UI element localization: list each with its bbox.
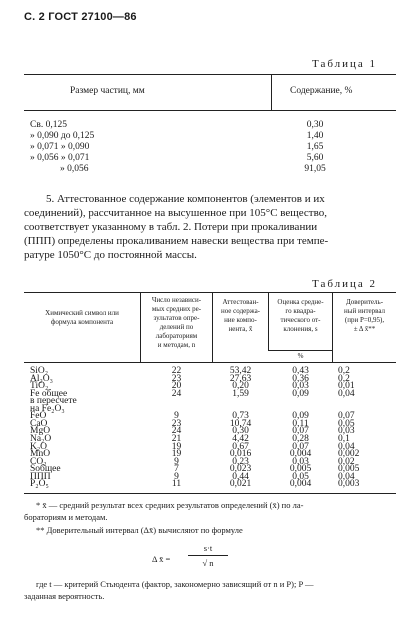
table2-cell-s: 0,09 <box>292 388 309 399</box>
table2-cell-s: 0,05 <box>292 471 309 482</box>
header-line: Оценка средне- <box>277 298 324 306</box>
table2-cell-n: 9 <box>174 456 179 467</box>
table2-cell-n: 19 <box>171 449 182 460</box>
paragraph-line: соответствует указанному в табл. 2. Потери при прокаливании <box>24 221 318 233</box>
table2-cell-name: MnO <box>30 449 51 460</box>
table2-cell-name: ППП <box>30 471 51 482</box>
table2-cell-name: P₂O₅ <box>30 479 49 490</box>
table2-cell-d: 0,2 <box>338 373 350 384</box>
paragraph-line: ратуре 1050°С до постоянной массы. <box>24 249 197 261</box>
table1-header-rule <box>24 110 396 111</box>
table2-cell-n: 24 <box>171 426 182 437</box>
table2-header-c2 <box>141 296 212 350</box>
table1-col1-header: Размер частиц, мм <box>70 86 145 96</box>
table2-cell-name: на Fe₂O₃ <box>30 403 65 414</box>
page-header: С. 2 ГОСТ 27100—86 <box>24 11 137 23</box>
table2-cell-s: 0,005 <box>289 464 312 475</box>
table2-cell-name: Al₂O₃ <box>30 373 53 384</box>
table2-cell-d: 0,002 <box>338 449 360 460</box>
table1-top-rule <box>24 74 396 75</box>
table2-cell-s: 0,03 <box>292 456 309 467</box>
formula-numerator: s·t <box>203 543 213 553</box>
footnote-3-line: заданная вероятность. <box>24 591 105 601</box>
footnote-rule <box>24 493 396 494</box>
table2-cell-d: 0,003 <box>338 479 360 490</box>
header-line: го квадра- <box>285 307 316 315</box>
table2-cell-d: 0,04 <box>338 471 355 482</box>
formula-denominator: √ n <box>202 558 214 568</box>
header-line: лабораториям <box>155 332 198 340</box>
header-line: (при P=0,95), <box>344 316 385 324</box>
table2-cell-name: Na₂O <box>30 433 52 444</box>
table2-cell-s: 0,004 <box>289 449 312 460</box>
formula-left: Δ x̄̄ = <box>152 554 171 564</box>
table2-header-c3 <box>213 298 268 334</box>
header-line: зультатов опре- <box>153 314 200 322</box>
table2-cell-x: 0,023 <box>229 464 252 475</box>
header-line: ный интервал <box>344 307 385 315</box>
table1-row-size: » 0,090 до 0,125 <box>30 131 95 141</box>
table2-cell-n: 7 <box>174 464 179 475</box>
table2-cell-x: 1,59 <box>232 388 249 399</box>
table2-cell-n: 21 <box>171 433 182 444</box>
table2-cell-n: 9 <box>174 411 179 422</box>
table1-row-value: 0,30 <box>306 120 324 130</box>
header-line: ± Δ x̄̄** <box>353 325 376 333</box>
table1-row-value: 1,65 <box>306 142 324 152</box>
table2-cell-x: 0,23 <box>232 456 249 467</box>
table2-cell-name: Sобщее <box>30 464 61 475</box>
header-line: Число независи- <box>151 296 202 304</box>
header-line: тического от- <box>280 316 321 324</box>
header-line: мых средних ре- <box>151 305 202 313</box>
table1-col2-header: Содержание, % <box>290 86 353 96</box>
table2-cell-x: 10,74 <box>229 418 252 429</box>
table2-cell-s: 0,07 <box>292 426 309 437</box>
table1-row-value: 91,05 <box>304 164 326 174</box>
table1-row-size: » 0,071 » 0,090 <box>30 142 90 152</box>
table2-cell-x: 0,73 <box>232 411 249 422</box>
footnote-1-line: бораториям и методам. <box>24 512 108 522</box>
table2-caption: Таблица 2 <box>312 278 378 290</box>
table2-cell-n: 19 <box>171 441 182 452</box>
table2-cell-x: 4,42 <box>232 433 249 444</box>
table2-cell-n: 22 <box>171 366 182 376</box>
table2-cell-s: 0,43 <box>292 366 309 376</box>
table2-cell-name: CaO <box>30 418 48 429</box>
table2-cell-d: 0,1 <box>338 433 350 444</box>
table2-cell-d: 0,005 <box>338 464 360 475</box>
table2-cell-d: 0,04 <box>338 388 355 399</box>
table2-unit-rule <box>268 350 332 351</box>
table1-header-divider <box>271 74 272 110</box>
paragraph-line: соединений), рассчитанное на высушенное при 105°С вещество, <box>24 207 327 219</box>
table2-cell-name: FeO <box>30 411 47 422</box>
table2-cell-d: 0,04 <box>338 441 355 452</box>
header-line: делений по <box>159 323 194 331</box>
table2-cell-x: 0,016 <box>229 449 252 460</box>
table2-cell-x: 27,63 <box>229 373 252 384</box>
table2-cell-n: 24 <box>171 388 182 399</box>
table1-row-size: Св. 0,125 <box>30 120 67 130</box>
formula-fraction-bar <box>188 555 228 556</box>
table2-cell-d: 0,05 <box>338 418 355 429</box>
table2-cell-x: 0,30 <box>232 426 249 437</box>
table2-header-c4 <box>269 298 332 334</box>
table2-unit: % <box>297 352 304 360</box>
table2-cell-d: 0,02 <box>338 456 355 467</box>
table2-header-c5 <box>333 298 396 334</box>
table2-cell-n: 23 <box>171 418 182 429</box>
header-line: нента, x̄̄ <box>228 325 253 333</box>
table2-cell-d: 0,07 <box>338 411 355 422</box>
table2-cell-s: 0,03 <box>292 381 309 392</box>
table2-cell-name: K₂O <box>30 441 48 452</box>
table2-cell-name: TiO₂ <box>30 381 49 392</box>
table2-cell-n: 9 <box>174 471 179 482</box>
table2-cell-d: 0,2 <box>338 366 350 376</box>
footnote-2-line: ** Доверительный интервал (Δx̄̄) вычисляют по формуле <box>36 525 243 535</box>
table1-row-value: 1,40 <box>306 131 324 141</box>
table2-cell-x: 53,42 <box>229 366 252 376</box>
table1-row-value: 5,60 <box>306 153 324 163</box>
header-line: Доверитель- <box>345 298 384 306</box>
table2-cell-s: 0,09 <box>292 411 309 422</box>
header-line: ное содержа- <box>220 307 261 315</box>
footnote-3-line: где t — критерий Стьюдента (фактор, закономерно зависящий от n и P); P — <box>36 579 314 589</box>
header-line: Аттестован- <box>222 298 259 306</box>
header-line: ние компо- <box>224 316 257 324</box>
header-line: Химический символ или <box>45 309 119 317</box>
table2-cell-s: 0,36 <box>292 373 309 384</box>
table1-row-size: » 0,056 <box>60 164 89 174</box>
table2-cell-x: 0,20 <box>232 381 249 392</box>
table2-cell-n: 20 <box>171 381 182 392</box>
table2-cell-name: Fe общее <box>30 388 68 399</box>
table2-cell-s: 0,11 <box>292 418 309 429</box>
table2-cell-x: 0,67 <box>232 441 249 452</box>
header-line: и методам, n <box>157 341 196 349</box>
table2-cell-s: 0,004 <box>289 479 312 490</box>
table2-top-rule <box>24 292 396 293</box>
table2-cell-n: 23 <box>171 373 182 384</box>
table2-cell-d: 0,03 <box>338 426 355 437</box>
table2-cell-name: CO₂ <box>30 456 47 467</box>
footnote-1-line: * x̄̄ — средний результат всех средних результатов определений (x̄) по ла- <box>36 500 304 510</box>
paragraph-line: (ППП) определены прокаливанием навески вещества при темпе- <box>24 235 329 247</box>
header-line: клонения, s <box>283 325 318 333</box>
paragraph-line: 5. Аттестованное содержание компонентов (элементов и их <box>46 193 325 205</box>
table2-cell-n: 11 <box>171 479 182 490</box>
table2-cell-x: 0,44 <box>232 471 249 482</box>
table2-cell-x: 0,021 <box>229 479 252 490</box>
table1-caption: Таблица 1 <box>312 58 378 70</box>
table2-header-rule <box>24 362 396 363</box>
table2-cell-name: MgO <box>30 426 51 437</box>
table2-cell-d: 0,01 <box>338 381 355 392</box>
table2-cell-s: 0,28 <box>292 433 309 444</box>
table1-row-size: » 0,056 » 0,071 <box>30 153 90 163</box>
table2-cell-name: SiO₂ <box>30 366 49 376</box>
header-line: формула компонента <box>50 318 114 326</box>
table2-cell-name: в пересчете <box>30 396 77 407</box>
table2-header-c1 <box>24 309 140 327</box>
table2-cell-s: 0,07 <box>292 441 309 452</box>
